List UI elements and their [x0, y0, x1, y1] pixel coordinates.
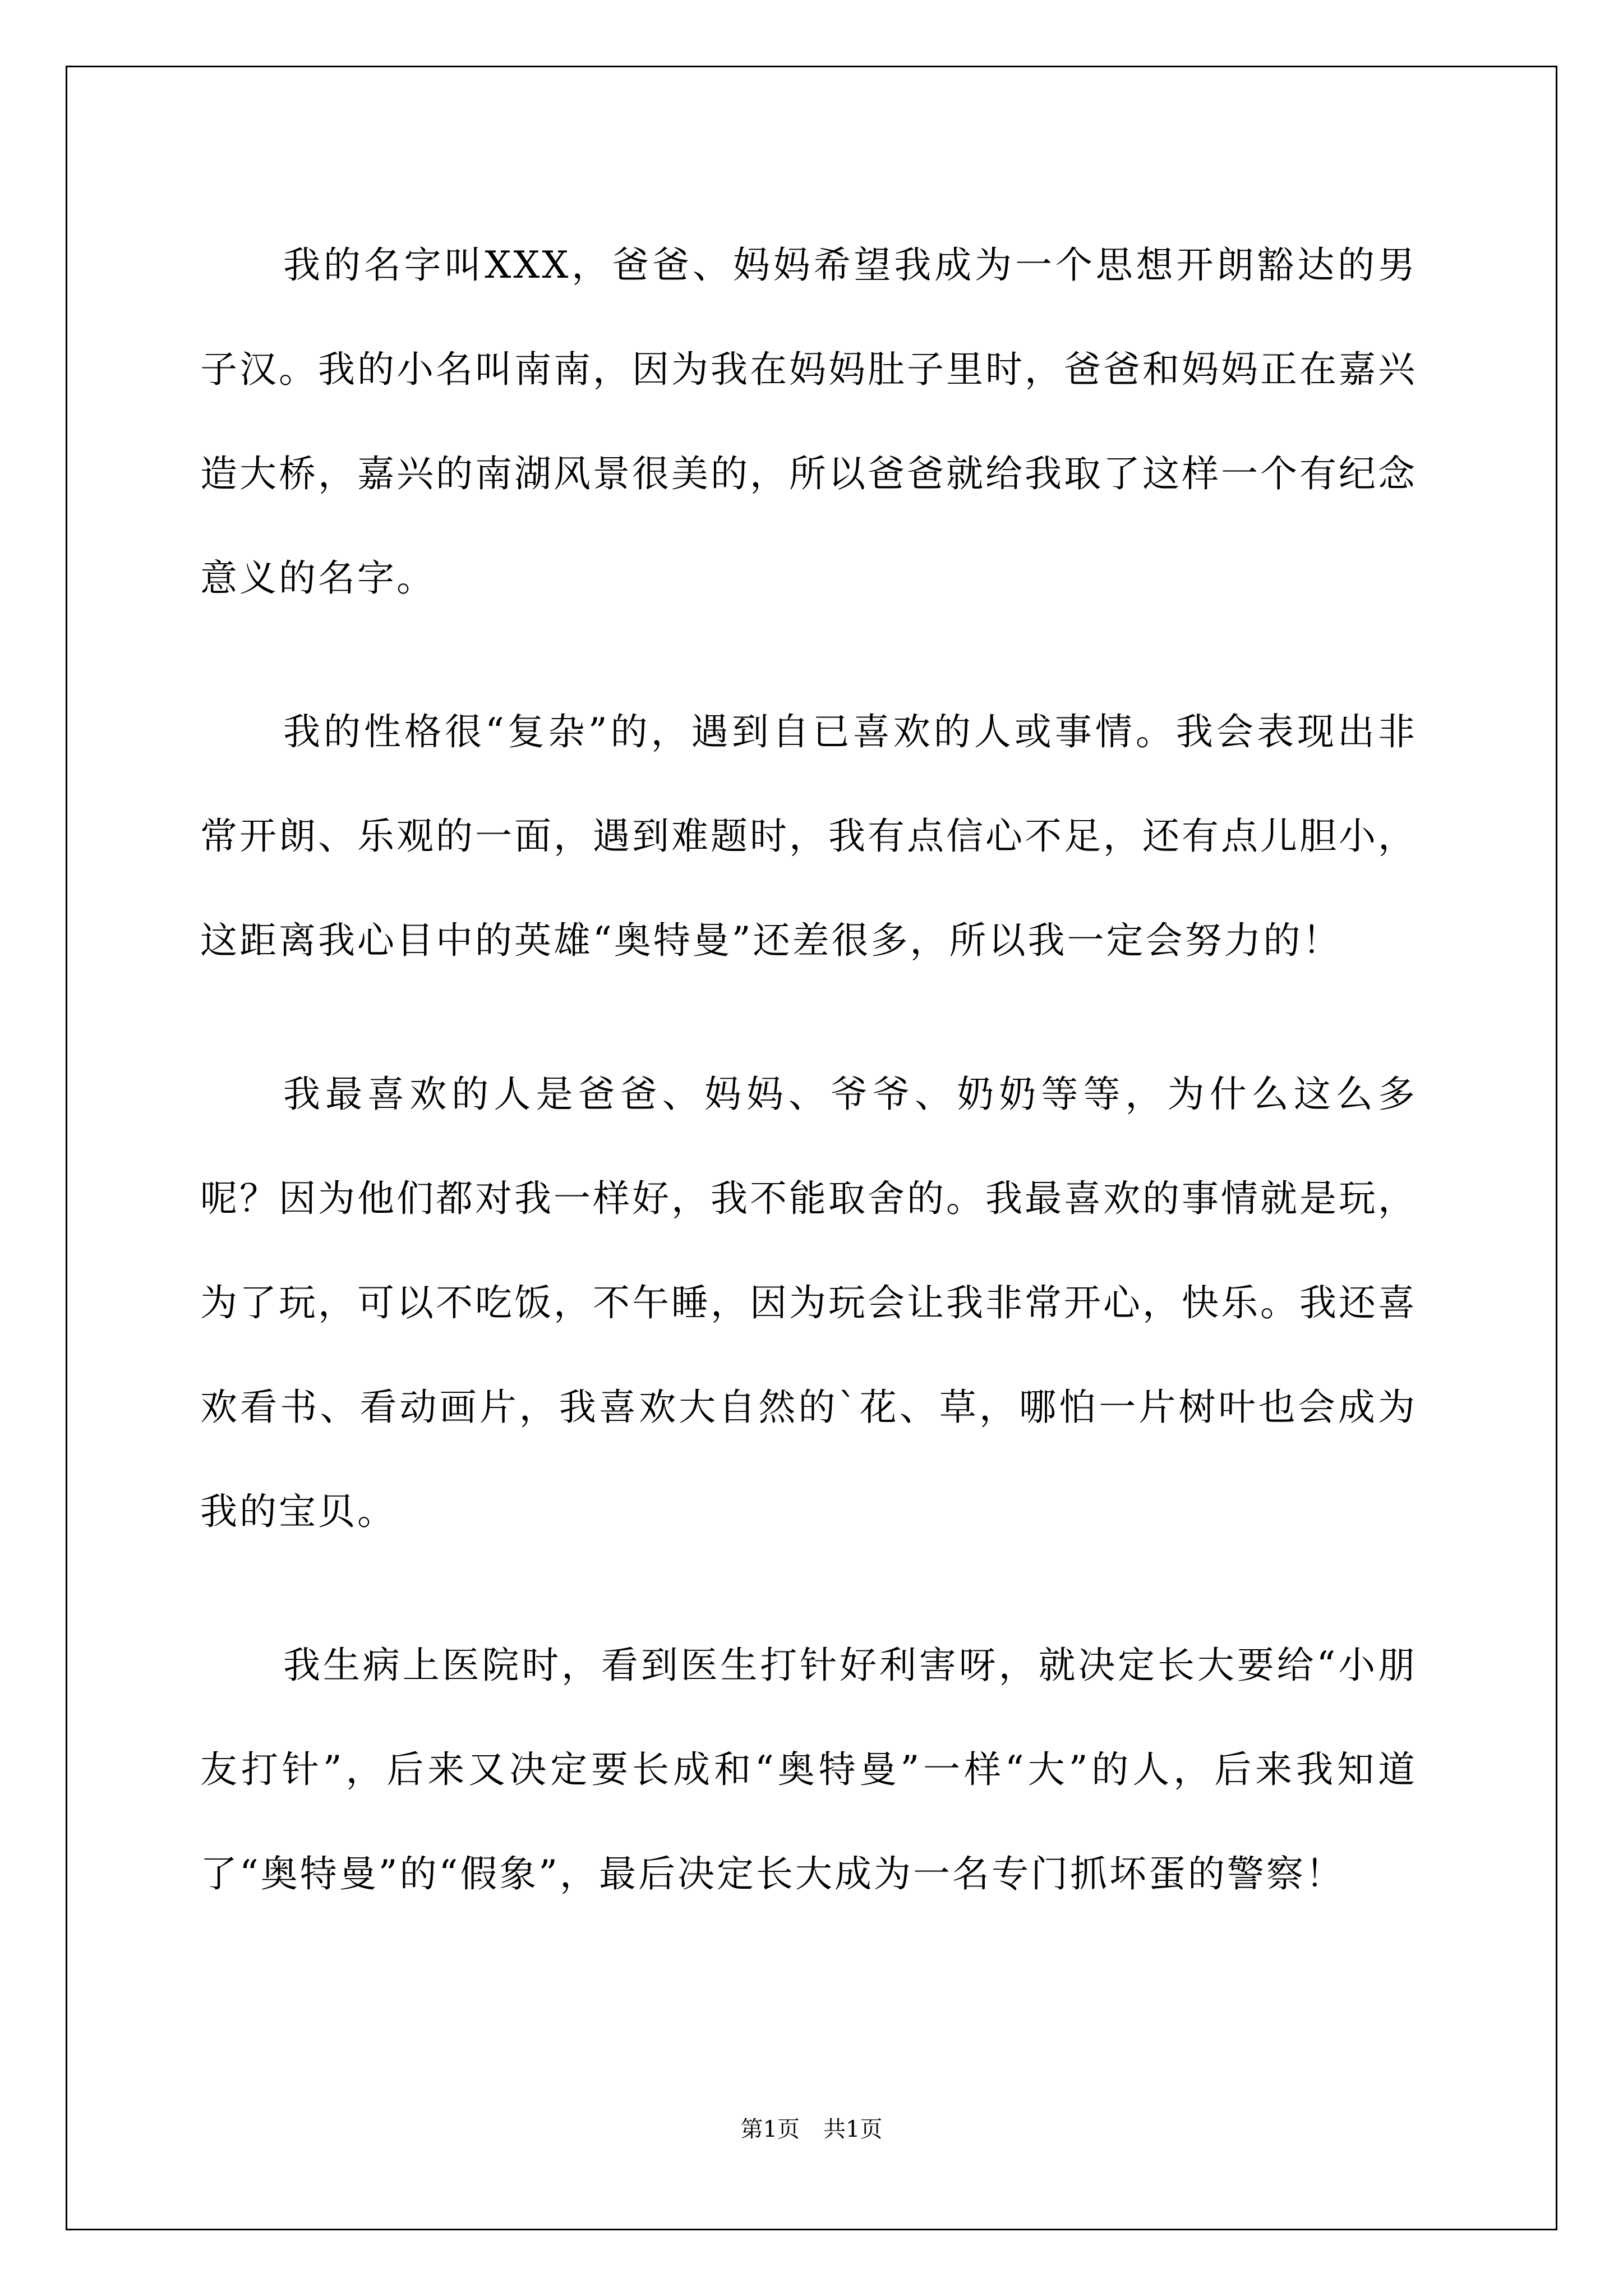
paragraph-2: 我的性格很“复杂”的，遇到自已喜欢的人或事情。我会表现出非常开朗、乐观的一面，遇到难题时，我有点信心不足，还有点儿胆小，这距离我心目中的英雄“奥特曼”还差很多，所以我一定会努力的！ [200, 710, 1417, 962]
paragraph-4: 我生病上医院时，看到医生打针好利害呀，就决定长大要给“小朋友打针”，后来又决定要长成和“奥特曼”一样“大”的人，后来我知道了“奥特曼”的“假象”，最后决定长大成为一名专门抓坏蛋的警察！ [200, 1644, 1417, 1895]
page-footer [0, 2111, 1623, 2143]
page-number: 第1页 [740, 2116, 800, 2142]
paragraph-3: 我最喜欢的人是爸爸、妈妈、爷爷、奶奶等等，为什么这么多呢？因为他们都对我一样好，我不能取舍的。我最喜欢的事情就是玩，为了玩，可以不吃饭，不午睡，因为玩会让我非常开心，快乐。我还喜欢看书、看动画片，我喜欢大自然的`花、草，哪怕一片树叶也会成为我的宝贝。 [200, 1073, 1417, 1533]
page-total: 共1页 [823, 2116, 883, 2142]
document-body [200, 213, 1417, 1976]
paragraph-1: 我的名字叫XXX，爸爸、妈妈希望我成为一个思想开朗豁达的男子汉。我的小名叫南南，因为我在妈妈肚子里时，爸爸和妈妈正在嘉兴造大桥，嘉兴的南湖风景很美的，所以爸爸就给我取了这样一个有纪念意义的名字。 [200, 243, 1417, 600]
